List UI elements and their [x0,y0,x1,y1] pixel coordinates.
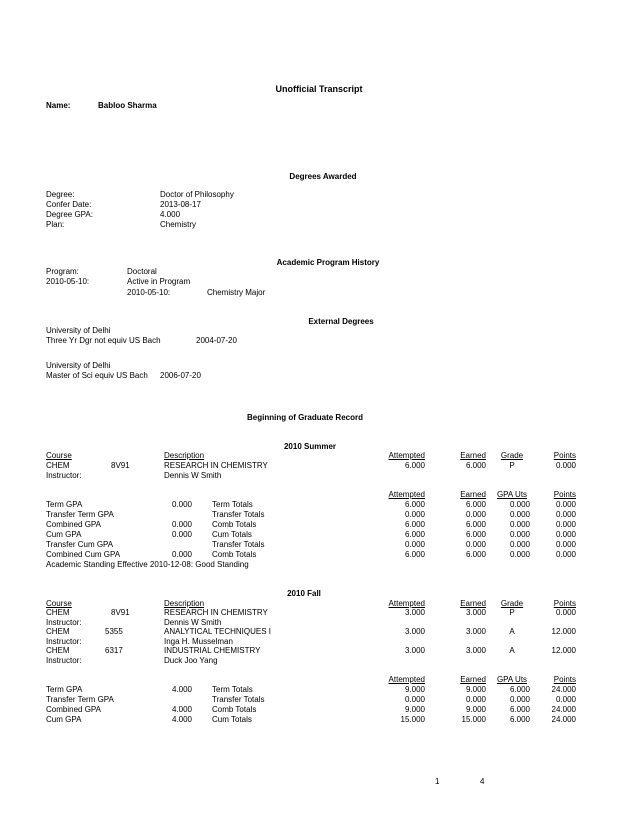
col-grade: Grade [500,599,524,608]
col-attempted: Attempted [388,599,425,608]
col-grade: Grade [500,451,524,460]
col-description: Description [164,451,205,460]
course-number: 8V91 [111,461,130,470]
instructor-name: Duck Joo Yang [164,656,218,665]
gpa-label: Combined GPA [46,520,101,529]
gpa-label: Term GPA [46,685,83,694]
course-number: 8V91 [111,608,130,617]
col-points: Points [553,675,576,684]
course-grade: A [509,627,515,636]
external-degree: Master of Sci equiv US Bach [46,371,148,380]
course-description: RESEARCH IN CHEMISTRY [164,461,268,470]
program-history-heading: Academic Program History [276,258,380,267]
gpa-value: 0.000 [171,550,192,559]
col-course: Course [46,451,72,460]
totals-attempted: 9.000 [404,705,425,714]
page-total: 4 [480,777,485,786]
totals-type: Term Totals [212,685,253,694]
col-earned: Earned [460,451,486,460]
totals-gpa-uts: 0.000 [509,540,530,549]
course-grade: P [509,461,515,470]
totals-points: 0.000 [555,550,576,559]
totals-points: 24.000 [551,715,576,724]
totals-type: Transfer Totals [212,695,265,704]
page-title: Unofficial Transcript [275,84,363,94]
instructor-name: Inga H. Musselman [164,637,233,646]
totals-points: 24.000 [551,685,576,694]
totals-type: Transfer Totals [212,540,265,549]
plan-value: Chemistry [160,220,197,229]
gpa-value: 0.000 [171,500,192,509]
totals-gpa-uts: 6.000 [509,705,530,714]
col-description: Description [164,599,205,608]
student-name: Babloo Sharma [98,101,157,110]
instructor-label: Instructor: [46,618,82,627]
totals-attempted: 0.000 [404,695,425,704]
page-number: 1 [435,777,440,786]
totals-earned: 15.000 [461,715,486,724]
instructor-name: Dennis W Smith [164,471,222,480]
totals-type: Term Totals [212,500,253,509]
totals-points: 0.000 [555,510,576,519]
totals-points: 24.000 [551,705,576,714]
degree-label: Degree: [46,190,75,199]
totals-earned: 0.000 [465,540,486,549]
program-date: 2010-05-10: [46,277,90,286]
totals-earned: 9.000 [465,685,486,694]
totals-earned: 6.000 [465,550,486,559]
gpa-label: Transfer Term GPA [46,695,114,704]
totals-type: Comb Totals [212,705,257,714]
totals-points: 0.000 [555,695,576,704]
totals-earned: 6.000 [465,500,486,509]
plan-label: Plan: [46,220,65,229]
totals-attempted: 15.000 [400,715,425,724]
gpa-label: Cum GPA [46,715,82,724]
totals-attempted: 6.000 [404,550,425,559]
graduate-record-heading: Beginning of Graduate Record [246,413,363,422]
totals-gpa-uts: 0.000 [509,510,530,519]
course-subject: CHEM [46,627,70,636]
course-number: 6317 [105,646,123,655]
external-date: 2004-07-20 [196,336,237,345]
course-description: RESEARCH IN CHEMISTRY [164,608,268,617]
course-attempted: 3.000 [404,608,425,617]
totals-gpa-uts: 0.000 [509,530,530,539]
course-number: 5355 [105,627,123,636]
col-points: Points [553,451,576,460]
external-degrees-heading: External Degrees [308,317,374,326]
totals-points: 0.000 [555,520,576,529]
course-description: INDUSTRIAL CHEMISTRY [164,646,261,655]
totals-attempted: 6.000 [404,500,425,509]
instructor-name: Dennis W Smith [164,618,222,627]
program-value: Doctoral [127,267,157,276]
col-gpa-uts: GPA Uts [496,675,528,684]
col-attempted: Attempted [388,675,425,684]
course-description: ANALYTICAL TECHNIQUES I [164,627,271,636]
gpa-value: 4.000 [171,685,192,694]
program-status: Active in Program [127,277,191,286]
degree-gpa-value: 4.000 [160,210,181,219]
external-school: University of Delhi [46,361,111,370]
totals-attempted: 6.000 [404,520,425,529]
instructor-label: Instructor: [46,471,82,480]
course-subject: CHEM [46,461,70,470]
col-gpa-uts: GPA Uts [496,490,528,499]
plan-date: 2010-05-10: [127,288,171,297]
totals-gpa-uts: 0.000 [509,520,530,529]
external-date: 2006-07-20 [160,371,201,380]
gpa-label: Transfer Term GPA [46,510,114,519]
totals-gpa-uts: 6.000 [509,685,530,694]
totals-type: Transfer Totals [212,510,265,519]
totals-points: 0.000 [555,540,576,549]
col-points: Points [553,599,576,608]
program-label: Program: [46,267,79,276]
course-subject: CHEM [46,608,70,617]
totals-gpa-uts: 6.000 [509,715,530,724]
gpa-label: Transfer Cum GPA [46,540,114,549]
degree-gpa-label: Degree GPA: [46,210,93,219]
course-points: 0.000 [555,461,576,470]
academic-standing: Academic Standing Effective 2010-12-08: Good Standing [46,560,249,569]
col-earned: Earned [460,490,486,499]
col-earned: Earned [460,675,486,684]
gpa-value: 4.000 [171,715,192,724]
gpa-label: Combined GPA [46,705,101,714]
gpa-label: Combined Cum GPA [46,550,121,559]
gpa-value: 0.000 [171,520,192,529]
totals-attempted: 6.000 [404,530,425,539]
col-course: Course [46,599,72,608]
col-earned: Earned [460,599,486,608]
gpa-label: Term GPA [46,500,83,509]
totals-attempted: 0.000 [404,510,425,519]
course-earned: 6.000 [465,461,486,470]
totals-gpa-uts: 0.000 [509,500,530,509]
degree-value: Doctor of Philosophy [160,190,234,199]
course-points: 0.000 [555,608,576,617]
external-school: University of Delhi [46,326,111,335]
plan-major: Chemistry Major [207,288,266,297]
course-grade: A [509,646,515,655]
col-points: Points [553,490,576,499]
course-subject: CHEM [46,646,70,655]
totals-earned: 0.000 [465,510,486,519]
external-degree: Three Yr Dgr not equiv US Bach [46,336,161,345]
totals-gpa-uts: 0.000 [509,695,530,704]
gpa-label: Cum GPA [46,530,82,539]
name-label: Name: [46,101,71,110]
confer-date-label: Confer Date: [46,200,92,209]
totals-attempted: 0.000 [404,540,425,549]
confer-date-value: 2013-08-17 [160,200,201,209]
term-heading-summer: 2010 Summer [283,442,337,451]
instructor-label: Instructor: [46,637,82,646]
totals-type: Comb Totals [212,550,257,559]
totals-earned: 6.000 [465,520,486,529]
gpa-value: 4.000 [171,705,192,714]
totals-points: 0.000 [555,500,576,509]
totals-earned: 6.000 [465,530,486,539]
course-points: 12.000 [551,646,576,655]
term-heading-fall: 2010 Fall [287,589,321,598]
instructor-label: Instructor: [46,656,82,665]
col-attempted: Attempted [388,490,425,499]
course-attempted: 3.000 [404,646,425,655]
totals-points: 0.000 [555,530,576,539]
gpa-value: 0.000 [171,530,192,539]
totals-earned: 9.000 [465,705,486,714]
totals-type: Cum Totals [212,715,252,724]
col-attempted: Attempted [388,451,425,460]
course-points: 12.000 [551,627,576,636]
course-grade: P [509,608,515,617]
course-earned: 3.000 [465,627,486,636]
course-earned: 3.000 [465,646,486,655]
totals-gpa-uts: 0.000 [509,550,530,559]
totals-earned: 0.000 [465,695,486,704]
totals-type: Comb Totals [212,520,257,529]
degrees-heading: Degrees Awarded [289,172,357,181]
course-earned: 3.000 [465,608,486,617]
course-attempted: 6.000 [404,461,425,470]
course-attempted: 3.000 [404,627,425,636]
totals-attempted: 9.000 [404,685,425,694]
totals-type: Cum Totals [212,530,252,539]
